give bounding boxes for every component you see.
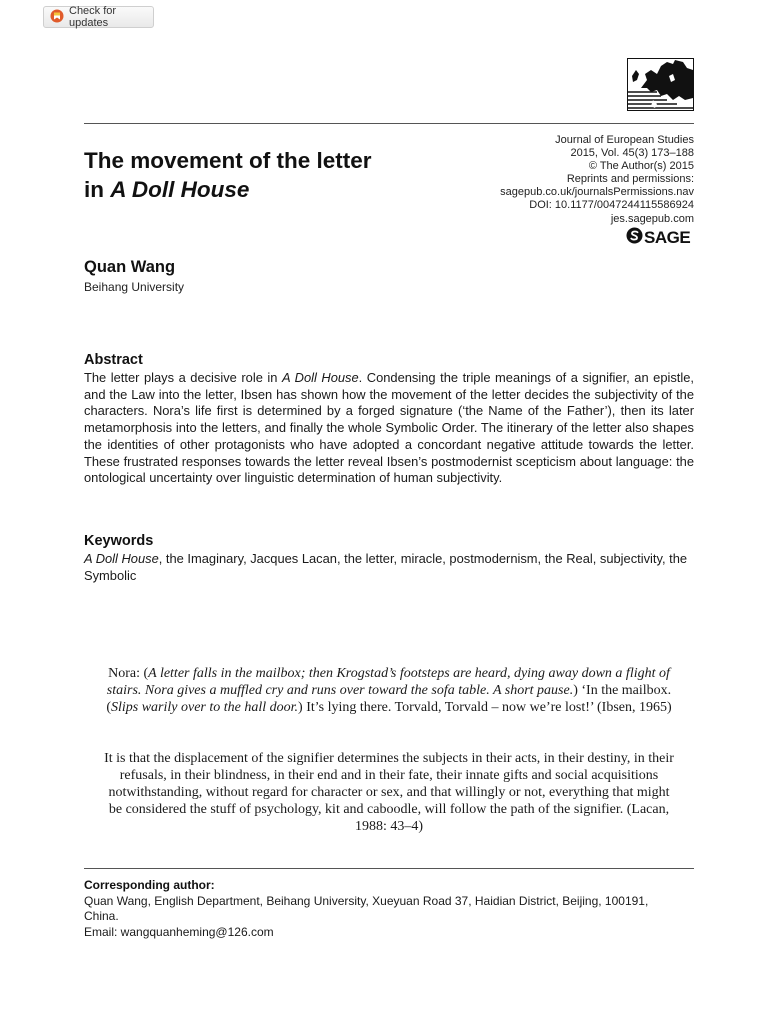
sage-logo-text: SAGE (644, 228, 691, 247)
copyright: © The Author(s) 2015 (588, 160, 694, 173)
sage-logo (626, 229, 690, 247)
reprints-label: Reprints and permissions: (566, 173, 694, 186)
footer-rule (84, 868, 694, 869)
sage-logo-icon (626, 227, 643, 249)
keywords-text (84, 551, 694, 584)
journal-name: Journal of European Studies (555, 134, 694, 146)
epigraph-1-part-1: Nora: ( (108, 666, 149, 681)
keywords-italic-title: A Doll House (84, 551, 159, 566)
epigraph-ibsen (104, 665, 674, 716)
europe-map-logo (627, 58, 694, 111)
epigraph-1-stage-direction-1: A letter falls in the mailbox; then Krogstad’s footsteps are heard, dying away down a flight of stairs. Nora gives a muffled cry and runs over toward the sofa table. A short pause. (106, 666, 670, 699)
check-for-updates-badge[interactable] (43, 6, 154, 28)
abstract-italic-title: A Doll House (281, 370, 359, 385)
abstract-heading: Abstract (84, 352, 143, 368)
title-line-2-prefix: in (84, 177, 111, 202)
epigraph-1-part-2: ) ‘In the mailbox. ( (106, 683, 672, 716)
title-line-1: The movement of the letter (84, 148, 372, 173)
reprints-link[interactable]: sagepub.co.uk/journalsPermissions.nav (500, 186, 694, 199)
epigraph-1-part-3: ) It’s lying there. Torvald, Torvald – now we’re lost!’ (Ibsen, 1965) (298, 700, 672, 716)
abstract-part-2: . Condensing the triple meanings of a signifier, an epistle, and the Law into the letter, Ibsen has shown how the movement of the letter decides the subjectivity of the characters. Nora’s life first is determined by a forged signature (‘the Name of the Father’), then its later metamorphosis into the letters, and finally the whole Symbolic Order. The itinerary of the letter also shapes the identities of other protagonists who have adopted a concordant negative attitude towards the letter. These frustrated responses towards the letter reveal Ibsen’s postmodernist scepticism about language: the ontological uncertainty over linguistic determination of human subjectivity. (84, 370, 694, 486)
corresponding-author-address: Quan Wang, English Department, Beihang University, Xueyuan Road 37, Haidian District, Beijing, 100191, China. (84, 894, 649, 924)
corresponding-author-email[interactable]: Email: wangquanheming@126.com (84, 924, 274, 939)
abstract-part-1: The letter plays a decisive role in (84, 370, 282, 385)
title-line-2-italic: A Doll House (110, 177, 250, 202)
epigraph-1-stage-direction-2: Slips warily over to the hall door. (110, 700, 299, 716)
check-for-updates-icon (50, 9, 64, 26)
doi[interactable]: DOI: 10.1177/0047244115586924 (529, 199, 694, 212)
keywords-heading: Keywords (84, 533, 154, 549)
keywords-rest: , the Imaginary, Jacques Lacan, the letter, miracle, postmodernism, the Real, subjectivity, the Symbolic (84, 551, 688, 583)
epigraph-lacan: It is that the displacement of the signifier determines the subjects in their acts, in their destiny, in their refusals, in their blindness, in their end and in their fate, their innate gifts and social acquisitions notwithstanding, without regard for character or sex, and that willingly or not, everything that might be considered the stuff of psychology, kit and caboodle, will follow the path of the signifier. (Lacan, 1988: 43–4) (104, 751, 674, 835)
header-rule (84, 123, 694, 124)
corresponding-author-details (84, 894, 654, 940)
journal-volume: 2015, Vol. 45(3) 173–188 (570, 147, 694, 160)
journal-site-link[interactable]: jes.sagepub.com (610, 212, 694, 225)
corresponding-author-heading: Corresponding author: (84, 878, 215, 892)
author-name: Quan Wang (84, 258, 176, 276)
check-for-updates-label: Check for updates (69, 5, 117, 29)
journal-metadata (394, 134, 694, 226)
author-affiliation: Beihang University (84, 280, 185, 294)
abstract-text (84, 370, 694, 487)
